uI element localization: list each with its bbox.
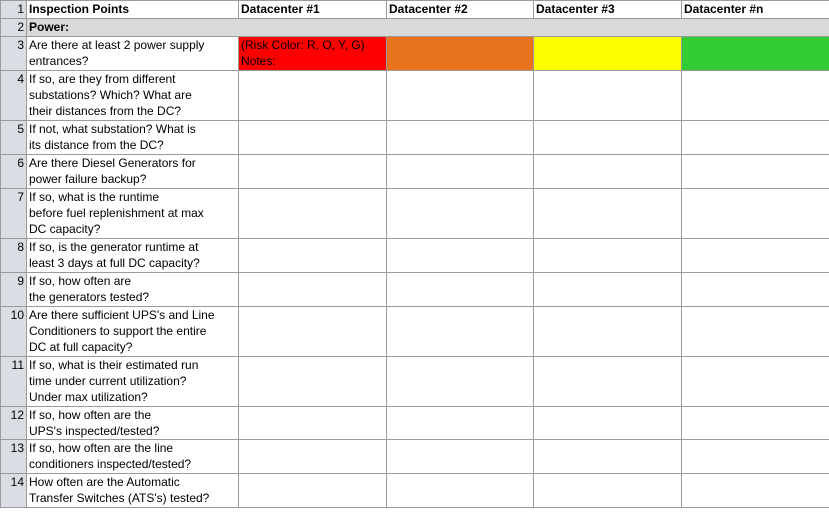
- risk-cell-orange[interactable]: [387, 37, 534, 71]
- section-row: [1, 19, 829, 37]
- table-row: [1, 37, 829, 71]
- table-row: [1, 440, 829, 474]
- data-cell[interactable]: [534, 71, 682, 121]
- question-cell[interactable]: If so, how often are the UPS's inspected/tested?: [27, 407, 239, 440]
- data-cell[interactable]: [387, 121, 534, 155]
- data-cell[interactable]: [387, 307, 534, 357]
- data-cell[interactable]: [239, 307, 387, 357]
- data-cell[interactable]: [682, 407, 829, 440]
- table-row: [1, 307, 829, 357]
- header-row: [1, 1, 829, 19]
- data-cell[interactable]: [239, 155, 387, 189]
- table-row: [1, 357, 829, 407]
- data-cell[interactable]: [387, 474, 534, 508]
- risk-cell-yellow[interactable]: [534, 37, 682, 71]
- column-header-datacenter-2[interactable]: Datacenter #2: [387, 1, 534, 19]
- table-row: [1, 71, 829, 121]
- row-number[interactable]: 12: [1, 407, 27, 440]
- risk-cell-red[interactable]: (Risk Color: R, O, Y, G) Notes:: [239, 37, 387, 71]
- data-cell[interactable]: [387, 273, 534, 307]
- data-cell[interactable]: [239, 273, 387, 307]
- row-number[interactable]: 2: [1, 19, 27, 37]
- data-cell[interactable]: [534, 357, 682, 407]
- row-number[interactable]: 9: [1, 273, 27, 307]
- table-row: [1, 407, 829, 440]
- column-header-datacenter-n[interactable]: Datacenter #n: [682, 1, 829, 19]
- row-number[interactable]: 3: [1, 37, 27, 71]
- question-cell[interactable]: If so, what is their estimated run time under current utilization? Under max utilization?: [27, 357, 239, 407]
- question-cell[interactable]: How often are the Automatic Transfer Switches (ATS's) tested?: [27, 474, 239, 508]
- data-cell[interactable]: [387, 440, 534, 474]
- data-cell[interactable]: [387, 407, 534, 440]
- data-cell[interactable]: [682, 357, 829, 407]
- data-cell[interactable]: [387, 239, 534, 273]
- question-cell[interactable]: If so, what is the runtime before fuel replenishment at max DC capacity?: [27, 189, 239, 239]
- data-cell[interactable]: [682, 121, 829, 155]
- data-cell[interactable]: [682, 307, 829, 357]
- row-number[interactable]: 13: [1, 440, 27, 474]
- data-cell[interactable]: [239, 239, 387, 273]
- data-cell[interactable]: [534, 474, 682, 508]
- data-cell[interactable]: [534, 121, 682, 155]
- question-cell[interactable]: If so, are they from different substations? Which? What are their distances from the DC?: [27, 71, 239, 121]
- row-number[interactable]: 4: [1, 71, 27, 121]
- table-row: [1, 121, 829, 155]
- question-cell[interactable]: Are there sufficient UPS's and Line Conditioners to support the entire DC at full capacity?: [27, 307, 239, 357]
- question-cell[interactable]: Are there at least 2 power supply entrances?: [27, 37, 239, 71]
- data-cell[interactable]: [387, 189, 534, 239]
- row-number[interactable]: 14: [1, 474, 27, 508]
- table-row: [1, 189, 829, 239]
- row-number[interactable]: 10: [1, 307, 27, 357]
- row-number[interactable]: 6: [1, 155, 27, 189]
- data-cell[interactable]: [682, 440, 829, 474]
- question-cell[interactable]: If so, how often are the line conditioners inspected/tested?: [27, 440, 239, 474]
- data-cell[interactable]: [239, 474, 387, 508]
- data-cell[interactable]: [534, 307, 682, 357]
- data-cell[interactable]: [387, 71, 534, 121]
- row-number[interactable]: 11: [1, 357, 27, 407]
- row-number[interactable]: 8: [1, 239, 27, 273]
- data-cell[interactable]: [239, 407, 387, 440]
- data-cell[interactable]: [682, 155, 829, 189]
- data-cell[interactable]: [534, 189, 682, 239]
- question-cell[interactable]: If not, what substation? What is its distance from the DC?: [27, 121, 239, 155]
- data-cell[interactable]: [682, 474, 829, 508]
- data-cell[interactable]: [534, 407, 682, 440]
- data-cell[interactable]: [387, 155, 534, 189]
- data-cell[interactable]: [239, 71, 387, 121]
- table-row: [1, 273, 829, 307]
- column-header-datacenter-1[interactable]: Datacenter #1: [239, 1, 387, 19]
- data-cell[interactable]: [239, 440, 387, 474]
- column-header-datacenter-3[interactable]: Datacenter #3: [534, 1, 682, 19]
- data-cell[interactable]: [682, 239, 829, 273]
- data-cell[interactable]: [239, 189, 387, 239]
- data-cell[interactable]: [534, 239, 682, 273]
- question-cell[interactable]: If so, how often are the generators tested?: [27, 273, 239, 307]
- row-number[interactable]: 1: [1, 1, 27, 19]
- data-cell[interactable]: [239, 121, 387, 155]
- question-cell[interactable]: Are there Diesel Generators for power failure backup?: [27, 155, 239, 189]
- table-row: [1, 155, 829, 189]
- data-cell[interactable]: [534, 155, 682, 189]
- column-header-inspection-points[interactable]: Inspection Points: [27, 1, 239, 19]
- question-cell[interactable]: If so, is the generator runtime at least 3 days at full DC capacity?: [27, 239, 239, 273]
- row-number[interactable]: 7: [1, 189, 27, 239]
- section-title-power[interactable]: Power:: [27, 19, 829, 37]
- risk-cell-green[interactable]: [682, 37, 829, 71]
- table-row: [1, 474, 829, 508]
- data-cell[interactable]: [682, 273, 829, 307]
- data-cell[interactable]: [682, 71, 829, 121]
- row-number[interactable]: 5: [1, 121, 27, 155]
- data-cell[interactable]: [534, 273, 682, 307]
- table-row: [1, 239, 829, 273]
- data-cell[interactable]: [387, 357, 534, 407]
- data-cell[interactable]: [239, 357, 387, 407]
- data-cell[interactable]: [534, 440, 682, 474]
- data-cell[interactable]: [682, 189, 829, 239]
